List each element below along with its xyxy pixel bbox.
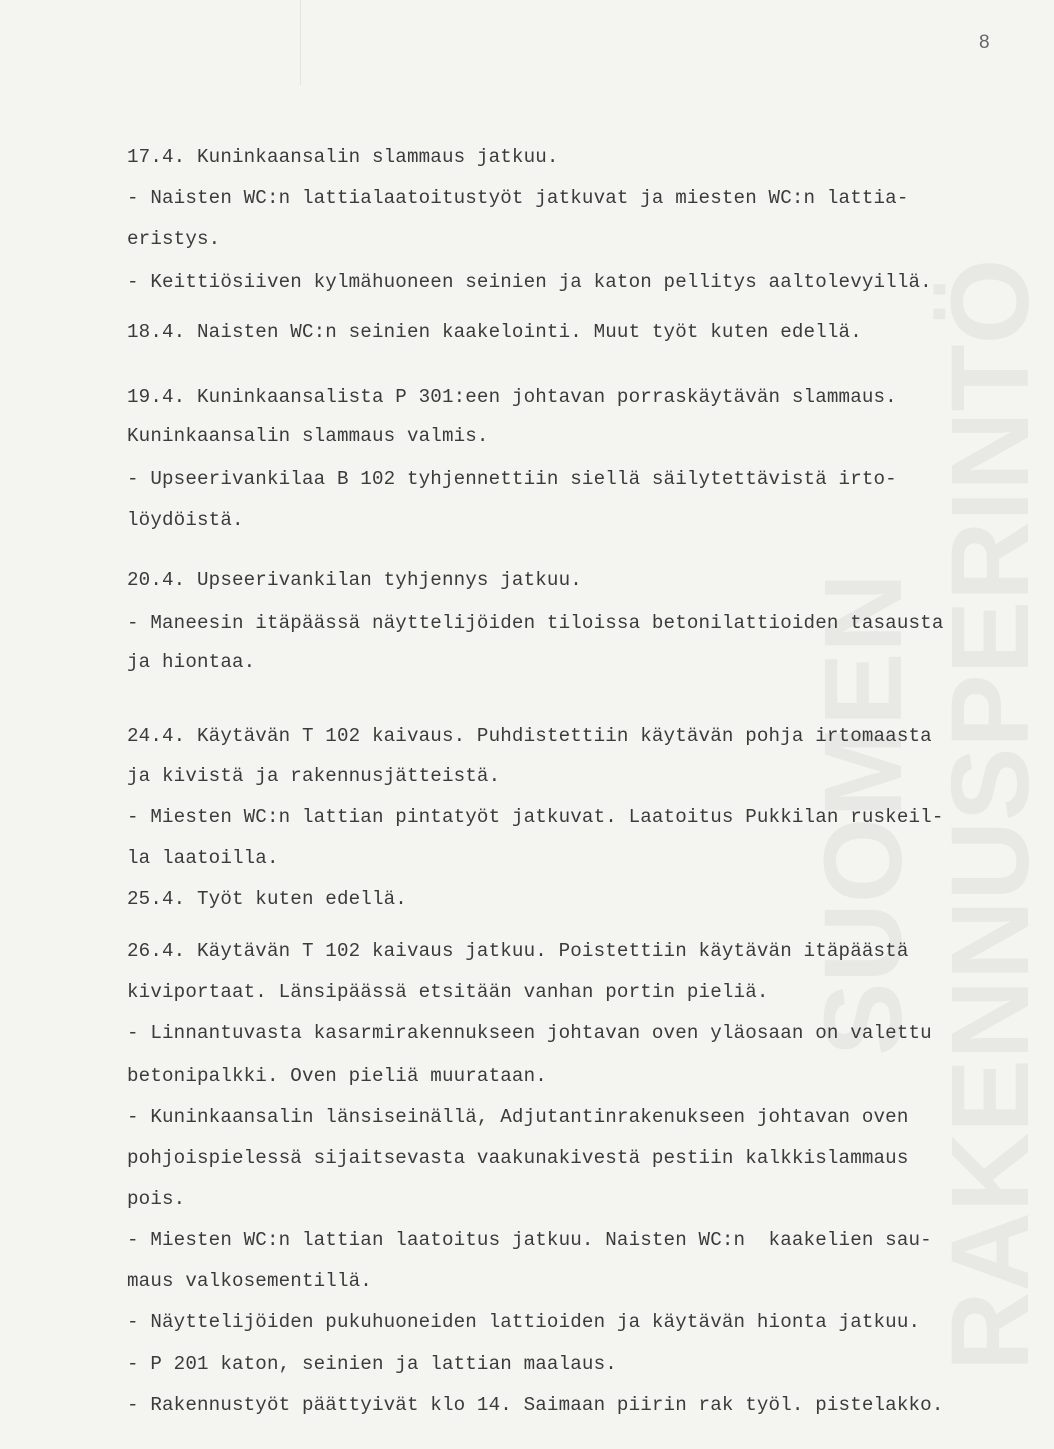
text-line: ja kivistä ja rakennusjätteistä. xyxy=(127,765,501,787)
text-line: - Keittiösiiven kylmähuoneen seinien ja katon pellitys aaltolevyillä. xyxy=(127,271,932,293)
text-line: 20.4. Upseerivankilan tyhjennys jatkuu. xyxy=(127,569,582,591)
text-line: betonipalkki. Oven pieliä muurataan. xyxy=(127,1065,547,1087)
text-line: - Miesten WC:n lattian pintatyöt jatkuvat. Laatoitus Pukkilan ruskeil- xyxy=(127,806,944,828)
text-line: - Rakennustyöt päättyivät klo 14. Saimaan piirin rak työl. pistelakko. xyxy=(127,1394,944,1416)
text-line: Kuninkaansalin slammaus valmis. xyxy=(127,425,489,447)
text-line: ja hiontaa. xyxy=(127,651,256,673)
text-line: la laatoilla. xyxy=(127,847,279,869)
text-line: pois. xyxy=(127,1188,186,1210)
text-line: kiviportaat. Länsipäässä etsitään vanhan portin pieliä. xyxy=(127,981,769,1003)
text-line: - Linnantuvasta kasarmirakennukseen johtavan oven yläosaan on valettu xyxy=(127,1022,932,1044)
text-line: - P 201 katon, seinien ja lattian maalaus. xyxy=(127,1353,617,1375)
text-line: - Maneesin itäpäässä näyttelijöiden tiloissa betonilattioiden tasausta xyxy=(127,612,944,634)
text-line: maus valkosementillä. xyxy=(127,1270,372,1292)
text-line: - Naisten WC:n lattialaatoitustyöt jatkuvat ja miesten WC:n lattia- xyxy=(127,187,909,209)
text-line: 17.4. Kuninkaansalin slammaus jatkuu. xyxy=(127,146,559,168)
text-line: 19.4. Kuninkaansalista P 301:een johtavan porraskäytävän slammaus. xyxy=(127,386,897,408)
text-line: 25.4. Työt kuten edellä. xyxy=(127,888,407,910)
text-line: löydöistä. xyxy=(127,509,244,531)
text-line: 18.4. Naisten WC:n seinien kaakelointi. Muut työt kuten edellä. xyxy=(127,321,862,343)
text-line: - Kuninkaansalin länsiseinällä, Adjutantinrakenukseen johtavan oven xyxy=(127,1106,909,1128)
text-line: - Upseerivankilaa B 102 tyhjennettiin siellä säilytettävistä irto- xyxy=(127,468,897,490)
text-line: 24.4. Käytävän T 102 kaivaus. Puhdistettiin käytävän pohja irtomaasta xyxy=(127,725,932,747)
text-line: pohjoispielessä sijaitsevasta vaakunakivestä pestiin kalkkislammaus xyxy=(127,1147,909,1169)
archive-watermark: SUOMEN RAKENNUSPERINTÖ xyxy=(802,258,1052,1372)
paper-fold-mark xyxy=(300,0,301,85)
page-number: 8 xyxy=(979,32,990,53)
text-line: 26.4. Käytävän T 102 kaivaus jatkuu. Poistettiin käytävän itäpäästä xyxy=(127,940,909,962)
text-line: eristys. xyxy=(127,228,221,250)
text-line: - Näyttelijöiden pukuhuoneiden lattioiden ja käytävän hionta jatkuu. xyxy=(127,1311,921,1333)
text-line: - Miesten WC:n lattian laatoitus jatkuu. Naisten WC:n kaakelien sau- xyxy=(127,1229,932,1251)
